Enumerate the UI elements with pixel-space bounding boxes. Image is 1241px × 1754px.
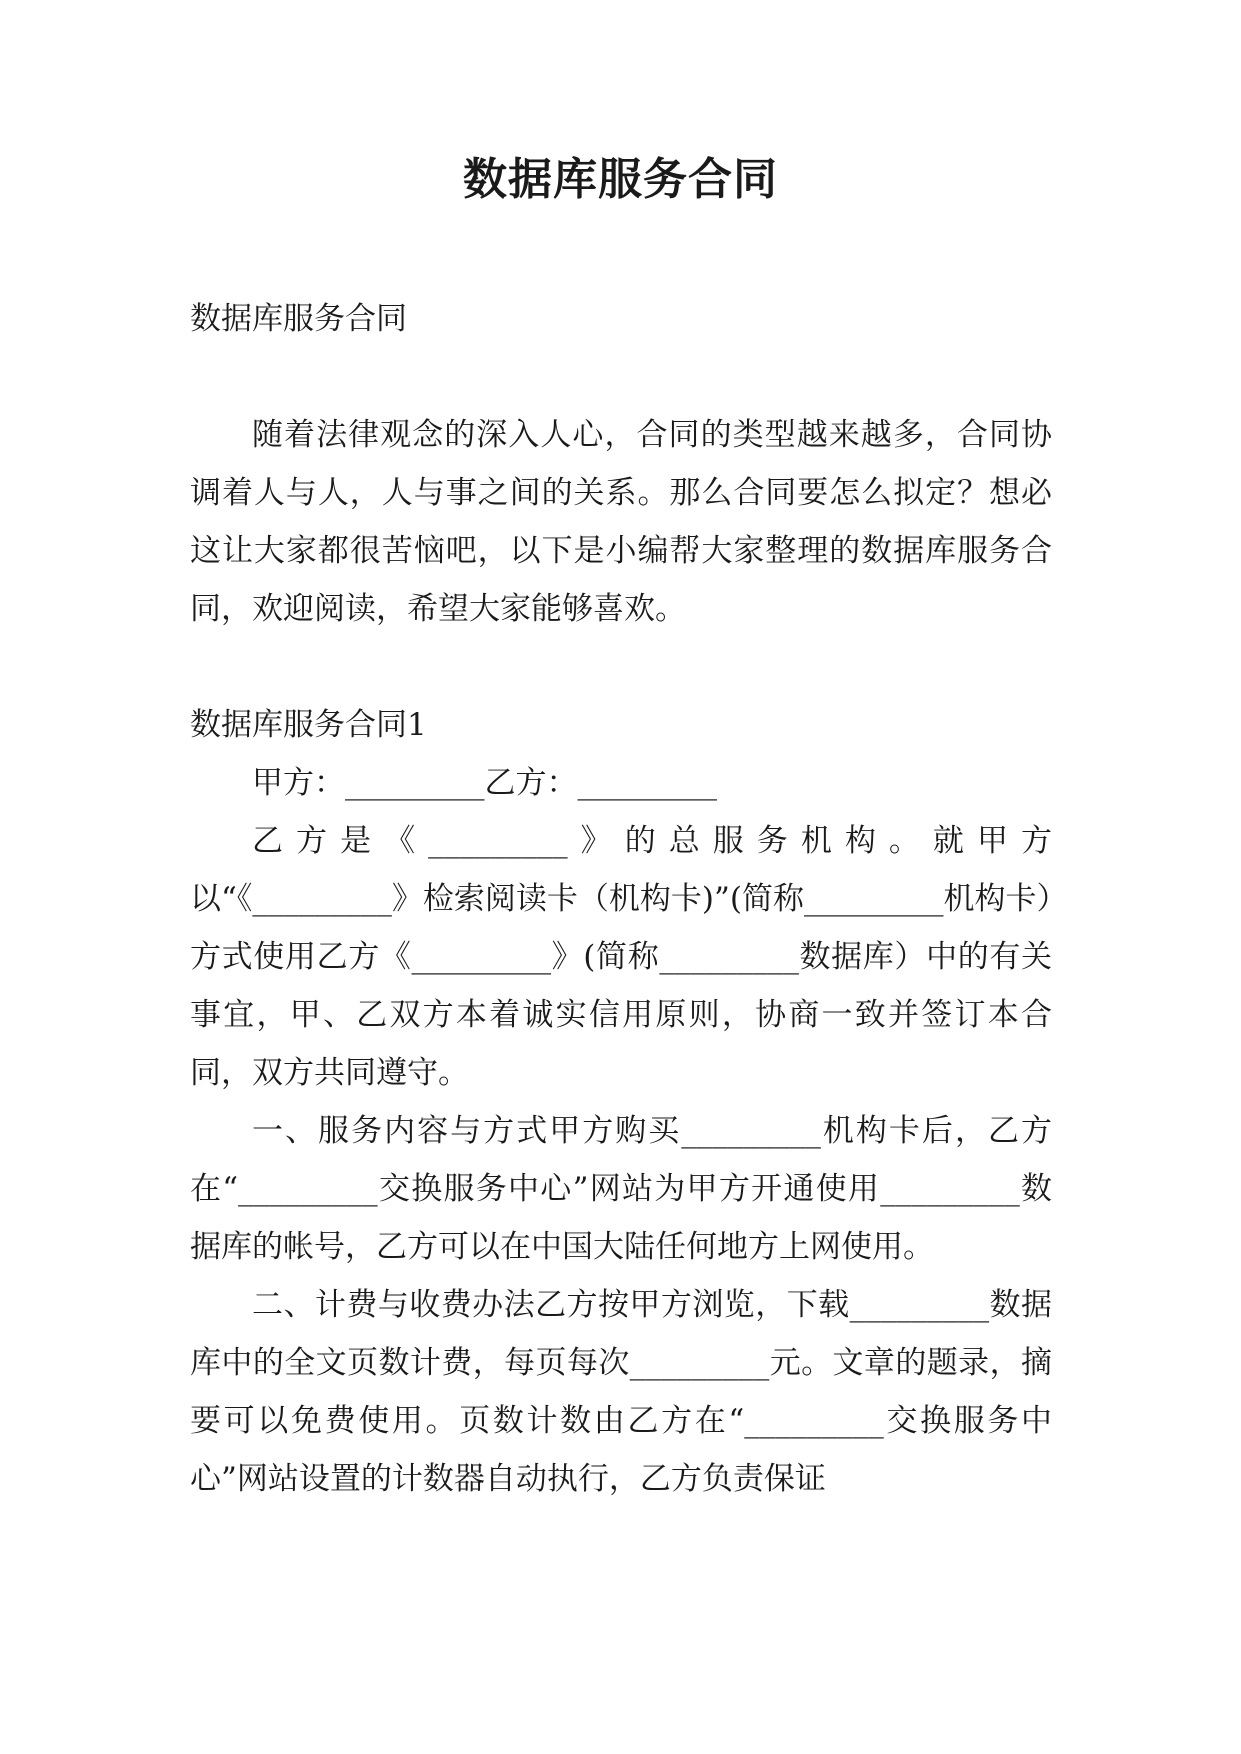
paragraph-billing: 二、计费与收费办法乙方按甲方浏览，下载_________数据库中的全文页数计费，每页每次_________元。文章的题录，摘要可以免费使用。页数计数由乙方在“_________交换服务中心”网站设置的计数器自动执行，乙方负责保证 [190,1287,1052,1497]
paragraph-preamble: 乙方是《_________》的总服务机构。就甲方以“《_________》检索阅读卡（机构卡)”(简称_________机构卡）方式使用乙方《_________》(简称_________数据库）中的有关事宜，甲、乙双方本着诚实信用原则，协商一致并签订本合同，双方共同遵守。 [190,823,1052,1091]
spacer [190,348,1052,406]
document-body [190,290,1052,1508]
section-heading: 数据库服务合同1 [190,707,427,743]
parties-line: 甲方：_________乙方：_________ [252,765,717,801]
document-title: 数据库服务合同 [463,154,778,205]
spacer [190,638,1052,696]
intro-paragraph: 随着法律观念的深入人心，合同的类型越来越多，合同协调着人与人，人与事之间的关系。那么合同要怎么拟定？想必这让大家都很苦恼吧，以下是小编帮大家整理的数据库服务合同，欢迎阅读，希望大家能够喜欢。 [190,417,1052,627]
paragraph-service-content: 一、服务内容与方式甲方购买_________机构卡后，乙方在“_________交换服务中心”网站为甲方开通使用_________数据库的帐号，乙方可以在中国大陆任何地方上网使用。 [190,1113,1052,1265]
document-subtitle: 数据库服务合同 [190,301,407,337]
